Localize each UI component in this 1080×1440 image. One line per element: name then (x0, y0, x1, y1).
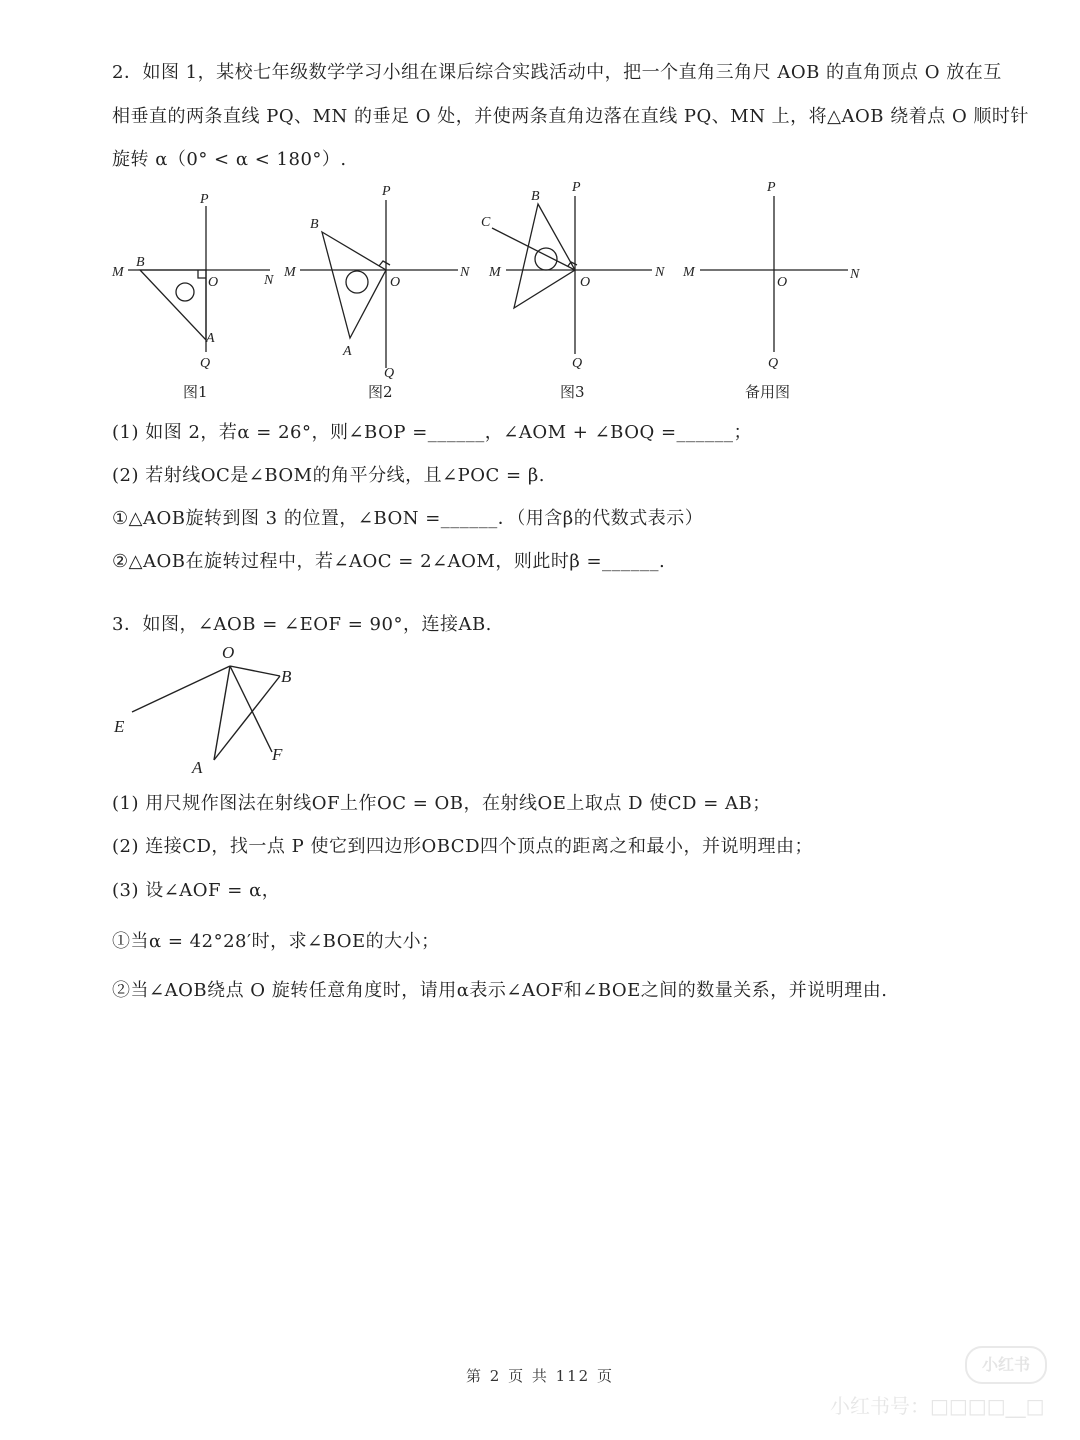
fig3-label-m: M (489, 265, 501, 280)
q3-segment-ob (230, 666, 280, 676)
q2-line-3: 旋转 α（0° < α < 180°）. (112, 149, 347, 170)
spare-label-n: N (850, 267, 860, 282)
q3-segment-oa (214, 666, 230, 760)
q3-label-o: O (222, 643, 235, 662)
q2-sub2: (2) 若射线OC是∠BOM的角平分线，且∠POC = β. (112, 465, 545, 486)
caption-fig2: 图2 (368, 383, 393, 401)
q2-line-1: 2．如图 1，某校七年级数学学习小组在课后综合实践活动中，把一个直角三角尺 AOB 的直角顶点 O 放在互 (112, 62, 1002, 83)
fig3-label-p: P (572, 180, 581, 195)
spare-label-o: O (777, 275, 788, 290)
fig3-label-o: O (580, 275, 591, 290)
spare-label-q: Q (768, 356, 779, 371)
q2-sub2b: ②△AOB在旋转过程中，若∠AOC = 2∠AOM，则此时β =______. (112, 551, 666, 572)
fig1-label-a: A (206, 331, 215, 346)
q3-ray-of (230, 666, 272, 752)
q3-sub3: (3) 设∠AOF = α， (112, 880, 281, 901)
fig1-label-o: O (208, 275, 219, 290)
fig2-label-p: P (382, 184, 391, 199)
fig1-label-n: N (264, 273, 274, 288)
q3-stem: 3．如图，∠AOB = ∠EOF = 90°，连接AB. (112, 614, 492, 635)
caption-fig1: 图1 (183, 383, 208, 401)
fig1-label-q: Q (200, 356, 211, 371)
fig2-label-q: Q (384, 366, 395, 381)
q3-label-f: F (272, 745, 283, 764)
q3-label-a: A (192, 758, 203, 777)
q3-sub1: (1) 用尺规作图法在射线OF上作OC = OB，在射线OE上取点 D 使CD = AB； (112, 793, 771, 814)
fig3-label-q: Q (572, 356, 583, 371)
fig2-label-n: N (460, 265, 470, 280)
q3-sub3a: ①当α = 42°28′时，求∠BOE的大小； (112, 931, 440, 952)
caption-spare: 备用图 (745, 383, 791, 401)
spare-label-p: P (767, 180, 776, 195)
watermark-logo: 小红书 (965, 1346, 1047, 1384)
watermark-id: 小红书号：□□□□__□ (830, 1394, 1045, 1418)
fig1-label-p: P (200, 192, 209, 207)
q2-sub1: (1) 如图 2，若α = 26°，则∠BOP =______，∠AOM + ∠BOQ =______； (112, 422, 753, 443)
q3-sub2: (2) 连接CD，找一点 P 使它到四边形OBCD四个顶点的距离之和最小，并说明理由； (112, 836, 813, 857)
page-footer: 第 2 页 共 112 页 (465, 1367, 614, 1385)
fig1-label-m: M (112, 265, 124, 280)
fig1-label-b: B (136, 255, 145, 270)
spare-label-m: M (683, 265, 695, 280)
caption-fig3: 图3 (560, 383, 585, 401)
q2-line-2: 相垂直的两条直线 PQ、MN 的垂足 O 处，并使两条直角边落在直线 PQ、MN 上，将△AOB 绕着点 O 顺时针 (112, 106, 1029, 127)
fig3-label-c: C (481, 215, 491, 230)
fig2-label-a: A (343, 344, 352, 359)
q3-label-e: E (114, 717, 125, 736)
fig3-label-n: N (655, 265, 665, 280)
fig2-label-o: O (390, 275, 401, 290)
fig3-label-b: B (531, 189, 540, 204)
fig2-label-m: M (284, 265, 296, 280)
fig2-label-b: B (310, 217, 319, 232)
q3-sub3b: ②当∠AOB绕点 O 旋转任意角度时，请用α表示∠AOF和∠BOE之间的数量关系，并说明理由. (112, 980, 888, 1001)
q3-label-b: B (281, 667, 292, 686)
q3-ray-oe (132, 666, 230, 712)
q2-sub2a: ①△AOB旋转到图 3 的位置，∠BON =______．（用含β的代数式表示） (112, 508, 704, 529)
